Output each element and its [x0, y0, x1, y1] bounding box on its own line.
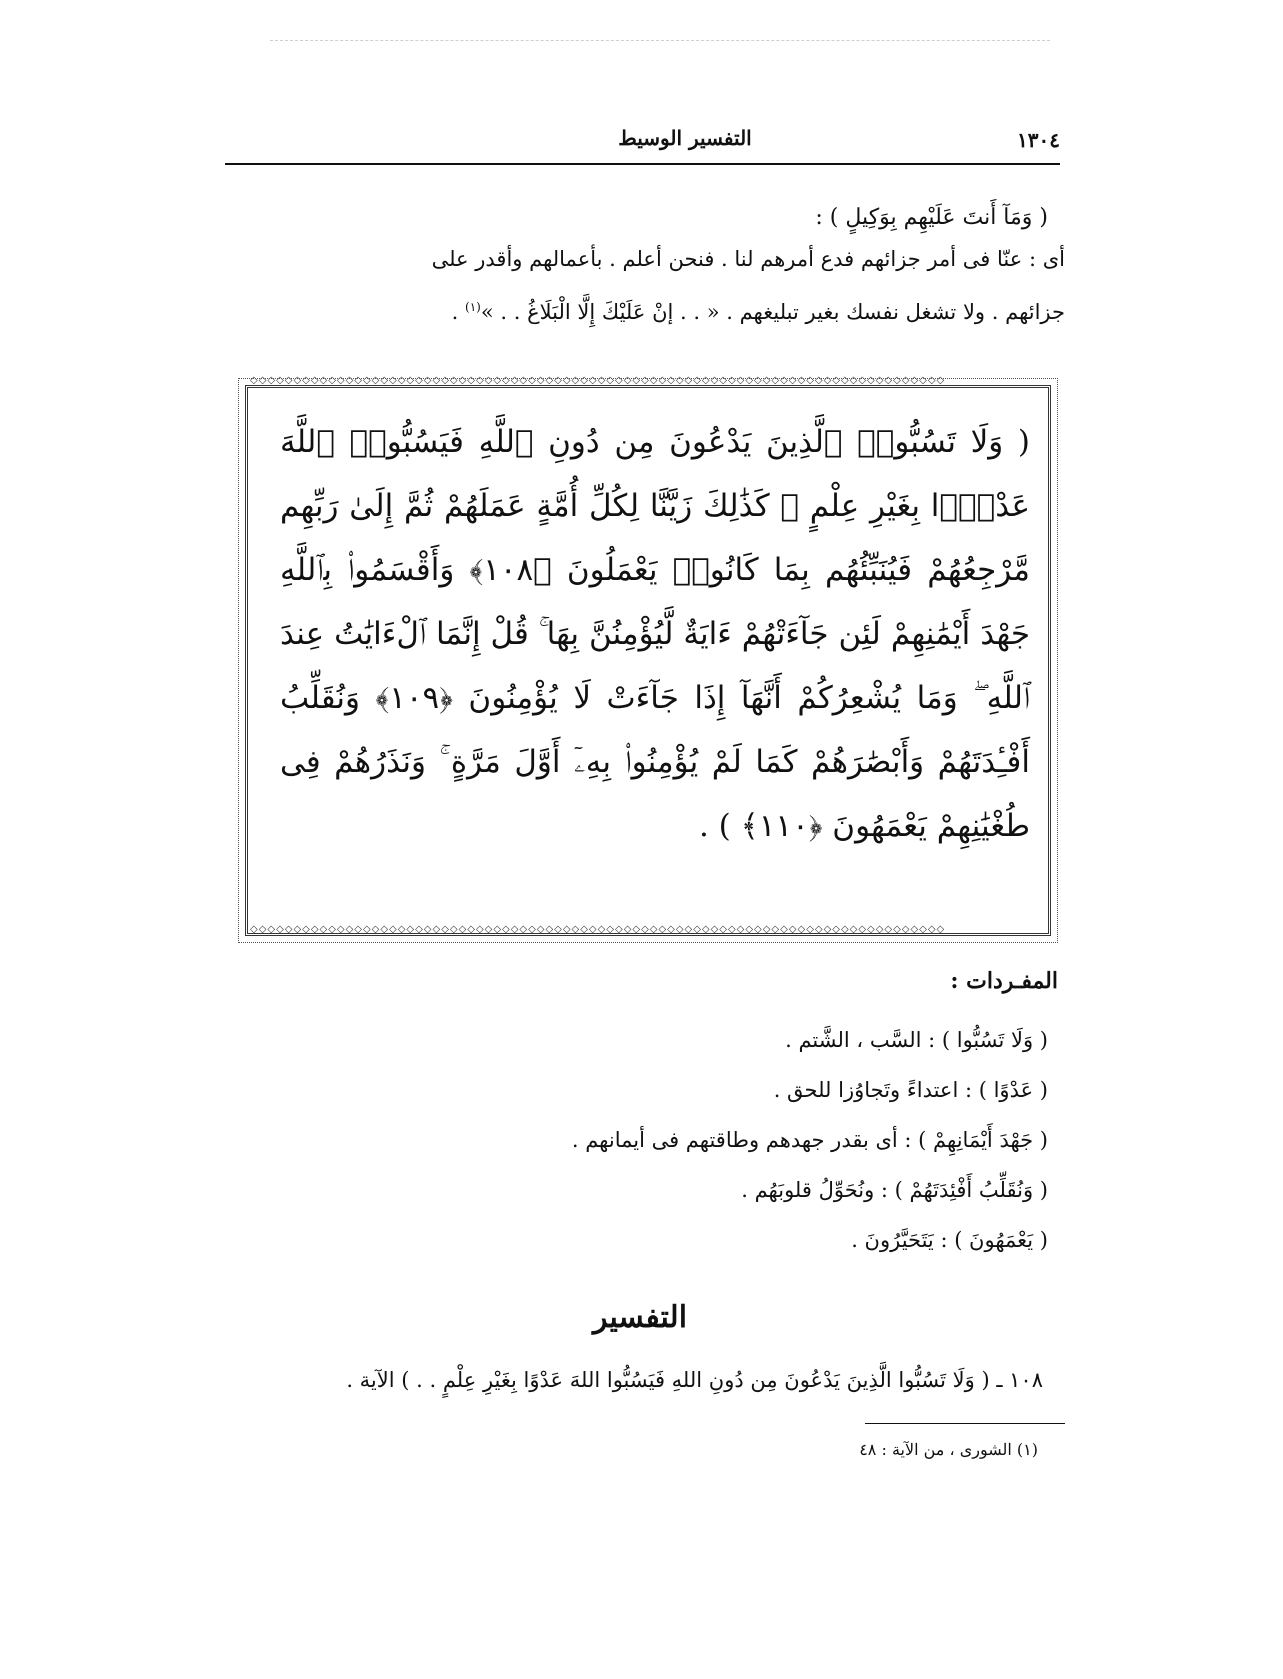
intro-paragraph-line-2: جزائهم . ولا تشغل نفسك بغير تبليغهم . « . . إنْ عَلَيْكَ إِلَّا الْبَلَاغُ . . »$^{(١)}$ . — [451, 300, 1065, 324]
header-divider — [225, 163, 1060, 165]
quran-verses: ( وَلَا تَسُبُّوا۟ ٱلَّذِينَ يَدْعُونَ مِن دُونِ ٱللَّهِ فَيَسُبُّوا۟ ٱللَّهَ عَدْوًۢا بِغَيْرِ عِلْمٍ ۗ كَذَٰلِكَ زَيَّنَّا لِكُلِّ أُمَّةٍ عَمَلَهُمْ ثُمَّ إِلَىٰ رَبِّهِم مَّرْجِعُهُمْ فَيُنَبِّئُهُم بِمَا كَانُوا۟ يَعْمَلُونَ ﴿١٠٨﴾ وَأَقْسَمُوا۟ بِٱللَّهِ جَهْدَ أَيْمَٰنِهِمْ لَئِن جَآءَتْهُمْ ءَايَةٌ لَّيُؤْمِنُنَّ بِهَا ۚ قُلْ إِنَّمَا ٱلْءَايَٰتُ عِندَ ٱللَّهِ ۖ وَمَا يُشْعِرُكُمْ أَنَّهَآ إِذَا جَآءَتْ لَا يُؤْمِنُونَ ﴿١٠٩﴾ وَنُقَلِّبُ أَفْـِٔدَتَهُمْ وَأَبْصَٰرَهُمْ كَمَا لَمْ يُؤْمِنُوا۟ بِهِۦٓ أَوَّلَ مَرَّةٍ ۚ وَنَذَرُهُمْ فِى طُغْيَٰنِهِمْ يَعْمَهُونَ ﴿١١٠﴾ ) . — [280, 424, 1030, 844]
footnote-divider — [865, 1423, 1065, 1424]
intro-paragraph-line-1 — [225, 235, 1065, 283]
page-number: ١٣٠٤ — [1017, 128, 1060, 152]
verse-reference: ( وَمَآ أَنتَ عَلَيْهِم بِوَكِيلٍ ) : — [815, 205, 1048, 230]
tafsir-heading: التفسير — [592, 1300, 688, 1335]
vocabulary-item: ( وَنُقَلِّبُ أَفْئِدَتَهُمْ ) : ونُحَوِّلُ قلوبَهُم . — [741, 1178, 1048, 1202]
intro-text-1: أى : عنّا فى أمر جزائهم فدع أمرهم لنا . فنحن أعلم . بأعمالهم وأقدر على — [431, 247, 1065, 271]
vocabulary-item: ( جَهْدَ أَيْمَانِهِمْ ) : أى بقدر جهدهم وطاقتهم فى أيمانهم . — [571, 1128, 1048, 1152]
vocabulary-list — [228, 1015, 1048, 1265]
running-header — [225, 122, 1060, 162]
vocabulary-item: ( عَدْوًا ) : اعتداءً وتَجاوُزا للحق . — [773, 1078, 1048, 1102]
frame-ornament-bottom: ◇◇◇◇◇◇◇◇◇◇◇◇◇◇◇◇◇◇◇◇◇◇◇◇◇◇◇◇◇◇◇◇◇◇◇◇◇◇◇◇◇◇◇◇◇◇◇◇◇◇◇◇◇◇◇◇◇◇◇◇◇◇◇◇◇◇◇◇◇◇◇◇◇◇◇◇◇◇◇◇ — [250, 924, 946, 935]
scan-artifact-line — [270, 40, 1050, 43]
book-title: التفسير الوسيط — [618, 126, 752, 150]
frame-ornament-top: ◇◇◇◇◇◇◇◇◇◇◇◇◇◇◇◇◇◇◇◇◇◇◇◇◇◇◇◇◇◇◇◇◇◇◇◇◇◇◇◇◇◇◇◇◇◇◇◇◇◇◇◇◇◇◇◇◇◇◇◇◇◇◇◇◇◇◇◇◇◇◇◇◇◇◇◇◇◇◇◇ — [250, 375, 946, 386]
footnote: (١) الشورى ، من الآية : ٤٨ — [859, 1440, 1038, 1459]
vocabulary-item: ( وَلَا تَسُبُّوا ) : السَّب ، الشَّتم . — [785, 1028, 1048, 1052]
footnote-marker: (١) — [465, 300, 481, 314]
intro-text-2: جزائهم . ولا تشغل نفسك بغير تبليغهم . « . . إنْ عَلَيْكَ إِلَّا الْبَلَاغُ . . » — [480, 300, 1065, 324]
tafsir-verse-line: ١٠٨ ـ ( وَلَا تَسُبُّوا الَّذِينَ يَدْعُونَ مِن دُونِ اللهِ فَيَسُبُّوا اللهَ عَدْوًا بِغَيْرِ عِلْمٍ . . ) الآية . — [346, 1368, 1043, 1392]
vocabulary-item: ( يَعْمَهُونَ ) : يَتَحَيَّرُونَ . — [851, 1228, 1048, 1252]
vocabulary-heading: المفـردات : — [950, 968, 1058, 994]
